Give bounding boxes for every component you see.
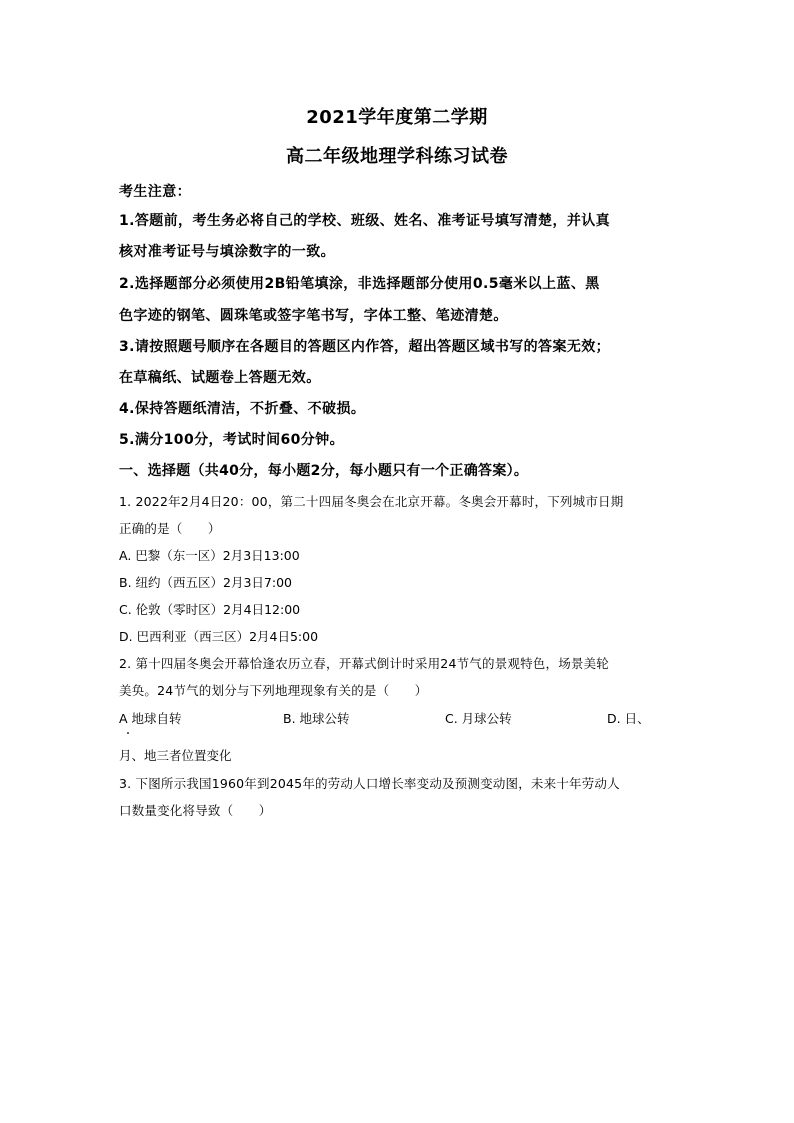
question-2-option-d-line-2: 月、地三者位置变化 bbox=[119, 748, 232, 763]
exam-subject-title: 高二年级地理学科练习试卷 bbox=[286, 146, 508, 167]
question-2-option-b: B. 地球公转 bbox=[283, 711, 350, 726]
notice-item-3-line-2: 在草稿纸、试题卷上答题无效。 bbox=[119, 370, 321, 386]
question-2-option-c: C. 月球公转 bbox=[445, 711, 512, 726]
question-2-option-d-line-1: D. 日、 bbox=[607, 711, 650, 726]
section-1-heading: 一、选择题（共40分，每小题2分，每小题只有一个正确答案）。 bbox=[119, 463, 529, 479]
question-1-option-b: B. 纽约（西五区）2月3日7:00 bbox=[119, 575, 292, 590]
question-1-option-a: A. 巴黎（东一区）2月3日13:00 bbox=[119, 548, 300, 563]
notice-item-3-line-1: 3.请按照题号顺序在各题目的答题区内作答，超出答题区域书写的答案无效； bbox=[119, 339, 611, 355]
question-1-option-d: D. 巴西利亚（西三区）2月4日5:00 bbox=[119, 629, 319, 644]
notice-item-4: 4.保持答题纸清洁，不折叠、不破损。 bbox=[119, 401, 366, 417]
exam-term-title: 2021学年度第二学期 bbox=[306, 107, 488, 128]
question-1-stem-line-2: 正确的是（ ） bbox=[119, 521, 221, 536]
question-3-stem-line-2: 口数量变化将导致（ ） bbox=[119, 803, 272, 818]
question-3-stem-line-1: 3. 下图所示我国1960年到2045年的劳动人口增长率变动及预测变动图，未来十年劳动人 bbox=[119, 776, 620, 791]
scan-dot-mark bbox=[127, 732, 129, 734]
notice-item-2-line-1: 2.选择题部分必须使用2B铅笔填涂，非选择题部分使用0.5毫米以上蓝、黑 bbox=[119, 276, 600, 292]
notice-item-2-line-2: 色字迹的钢笔、圆珠笔或签字笔书写，字体工整、笔迹清楚。 bbox=[119, 308, 508, 324]
notice-item-1-line-1: 1.答题前，考生务必将自己的学校、班级、姓名、准考证号填写清楚，并认真 bbox=[119, 213, 611, 229]
question-1-option-c: C. 伦敦（零时区）2月4日12:00 bbox=[119, 602, 301, 617]
notice-heading: 考生注意： bbox=[119, 184, 191, 200]
question-2-option-a: A 地球自转 bbox=[119, 711, 182, 726]
question-2-stem-line-1: 2. 第十四届冬奥会开幕恰逢农历立春，开幕式倒计时采用24节气的景观特色，场景美轮 bbox=[119, 656, 610, 671]
notice-item-5: 5.满分100分，考试时间60分钟。 bbox=[119, 432, 344, 448]
question-1-stem-line-1: 1. 2022年2月4日20：00，第二十四届冬奥会在北京开幕。冬奥会开幕时，下列城市日期 bbox=[119, 494, 624, 509]
question-2-stem-line-2: 美奂。24节气的划分与下列地理现象有关的是（ ） bbox=[119, 683, 428, 698]
notice-item-1-line-2: 核对准考证号与填涂数字的一致。 bbox=[119, 244, 335, 260]
